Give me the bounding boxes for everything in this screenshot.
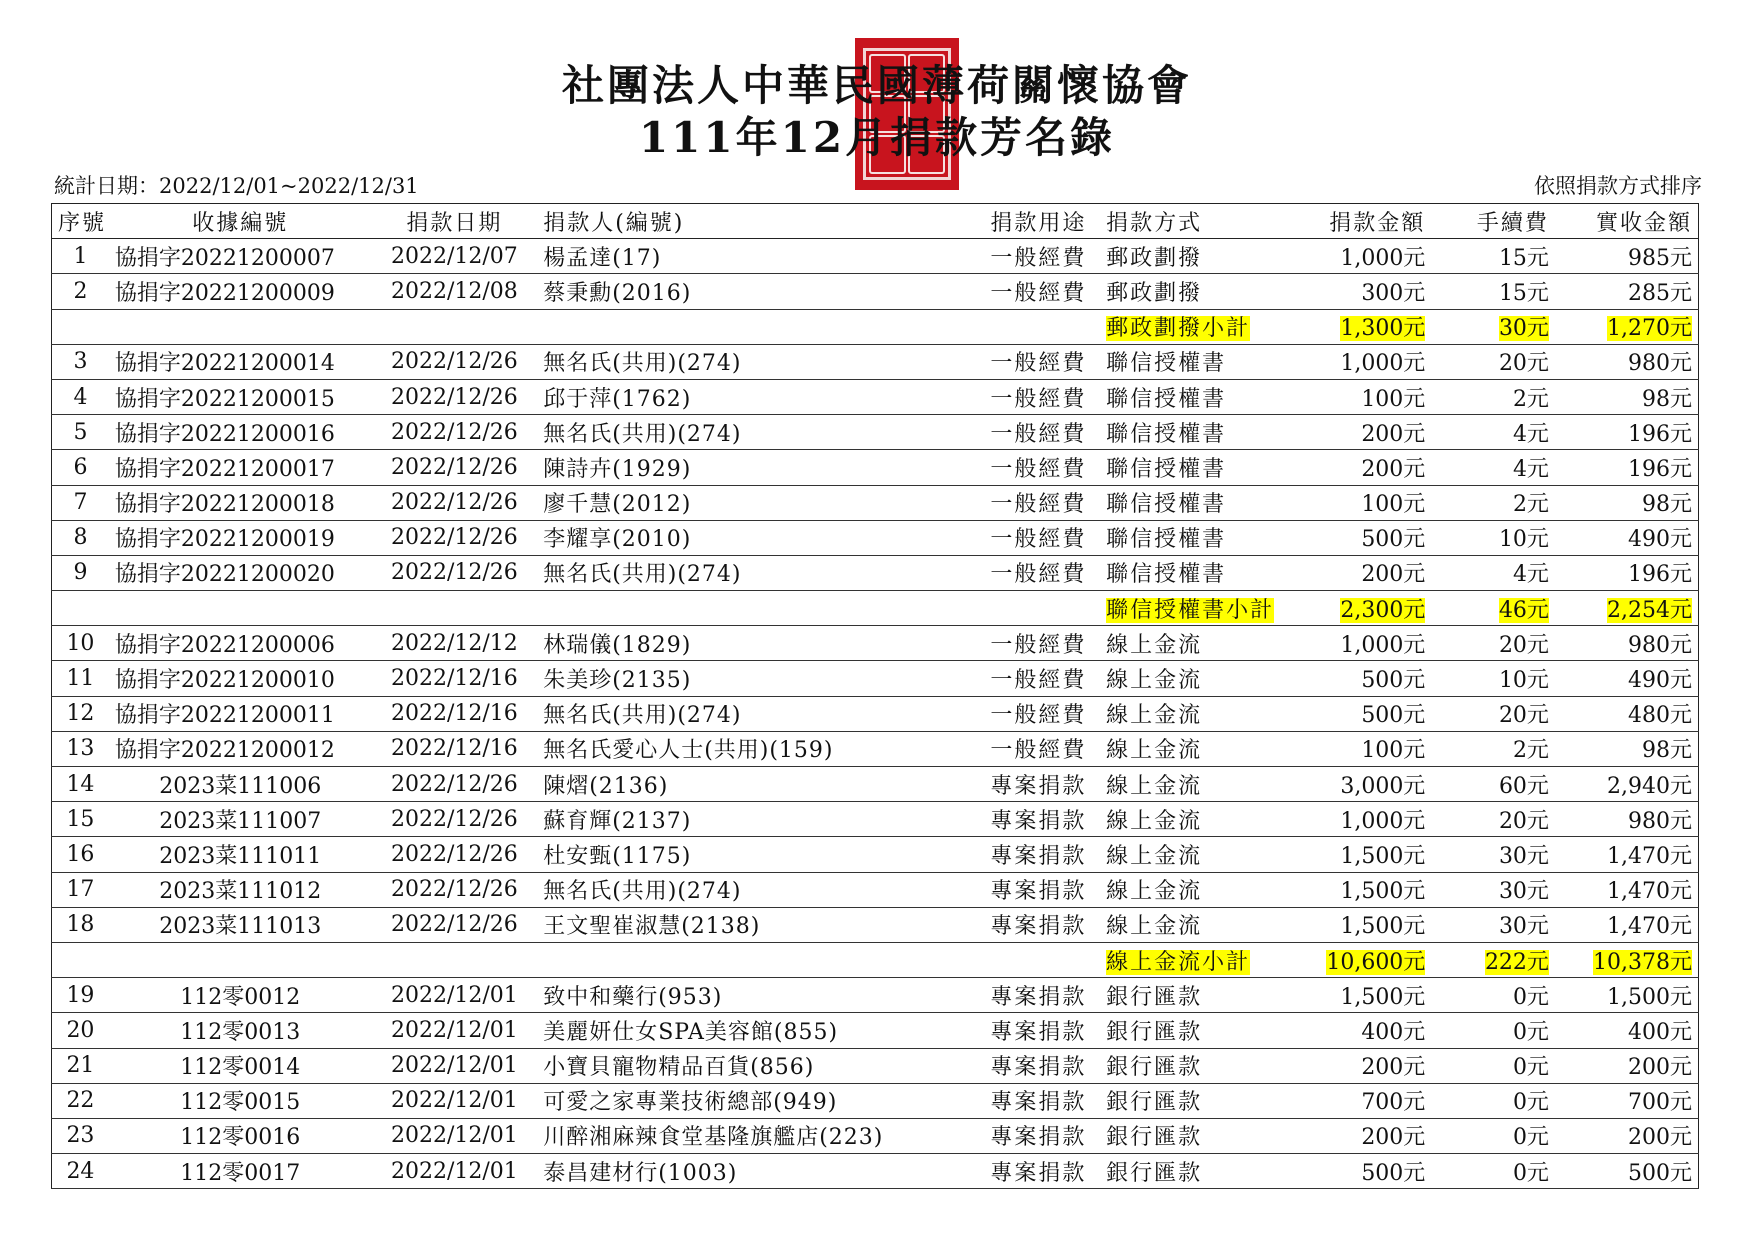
receipt-number: 協捐字20221200016	[109, 415, 372, 450]
handling-fee: 4元	[1431, 415, 1555, 450]
donation-date: 2022/12/08	[372, 274, 538, 309]
donor-name: 美麗妍仕女SPA美容館(855)	[537, 1013, 976, 1048]
table-row	[52, 555, 1699, 590]
donation-date: 2022/12/01	[372, 1154, 538, 1189]
subtotal-net-text: 2,254元	[1607, 597, 1692, 623]
donation-date: 2022/12/26	[372, 379, 538, 414]
donation-usage: 一般經費	[977, 485, 1101, 520]
net-amount: 980元	[1555, 802, 1699, 837]
row-number: 18	[52, 907, 109, 942]
net-amount: 980元	[1555, 344, 1699, 379]
donation-usage: 專案捐款	[977, 1118, 1101, 1153]
table-row	[52, 802, 1699, 837]
handling-fee: 0元	[1431, 1048, 1555, 1083]
subtotal-amount-text: 2,300元	[1340, 597, 1426, 623]
column-header: 捐款方式	[1100, 204, 1303, 239]
net-amount: 1,470元	[1555, 837, 1699, 872]
donation-amount: 1,500元	[1303, 837, 1431, 872]
donation-usage: 專案捐款	[977, 767, 1101, 802]
donor-name: 無名氏(共用)(274)	[537, 696, 976, 731]
donation-usage: 專案捐款	[977, 872, 1101, 907]
column-header: 手續費	[1431, 204, 1555, 239]
table-row	[52, 626, 1699, 661]
payment-method: 線上金流	[1100, 802, 1303, 837]
receipt-number: 2023菜111006	[109, 767, 372, 802]
donation-usage: 專案捐款	[977, 1154, 1101, 1189]
net-amount: 200元	[1555, 1048, 1699, 1083]
statistics-period: 統計日期：2022/12/01~2022/12/31	[54, 174, 419, 198]
table-row	[52, 767, 1699, 802]
receipt-number: 112零0012	[109, 978, 372, 1013]
donation-amount: 200元	[1303, 1118, 1431, 1153]
donor-name: 無名氏(共用)(274)	[537, 344, 976, 379]
subtotal-net	[1555, 942, 1699, 977]
donor-name: 李耀享(2010)	[537, 520, 976, 555]
donation-usage: 一般經費	[977, 239, 1101, 274]
donor-name: 無名氏(共用)(274)	[537, 555, 976, 590]
donation-amount: 1,000元	[1303, 802, 1431, 837]
handling-fee: 0元	[1431, 1013, 1555, 1048]
row-number: 11	[52, 661, 109, 696]
donation-date: 2022/12/26	[372, 767, 538, 802]
donation-usage: 一般經費	[977, 661, 1101, 696]
handling-fee: 0元	[1431, 978, 1555, 1013]
donation-date: 2022/12/26	[372, 344, 538, 379]
donation-usage: 專案捐款	[977, 1048, 1101, 1083]
payment-method: 線上金流	[1100, 696, 1303, 731]
donation-usage: 一般經費	[977, 379, 1101, 414]
payment-method: 聯信授權書	[1100, 485, 1303, 520]
handling-fee: 2元	[1431, 485, 1555, 520]
payment-method: 銀行匯款	[1100, 1154, 1303, 1189]
donation-amount: 1,500元	[1303, 978, 1431, 1013]
payment-method: 線上金流	[1100, 872, 1303, 907]
donor-name: 無名氏愛心人士(共用)(159)	[537, 731, 976, 766]
subtotal-fee-text: 222元	[1484, 949, 1549, 975]
table-row	[52, 1154, 1699, 1189]
donation-date: 2022/12/26	[372, 485, 538, 520]
net-amount: 200元	[1555, 1118, 1699, 1153]
donation-usage: 一般經費	[977, 415, 1101, 450]
subtotal-fee	[1431, 591, 1555, 626]
receipt-number: 協捐字20221200007	[109, 239, 372, 274]
receipt-number: 2023菜111007	[109, 802, 372, 837]
row-number: 16	[52, 837, 109, 872]
column-header: 序號	[52, 204, 109, 239]
donation-amount: 200元	[1303, 1048, 1431, 1083]
table-row	[52, 485, 1699, 520]
table-row	[52, 1118, 1699, 1153]
donor-name: 泰昌建材行(1003)	[537, 1154, 976, 1189]
payment-method: 線上金流	[1100, 626, 1303, 661]
subtotal-net-text: 1,270元	[1607, 316, 1692, 342]
receipt-number: 協捐字20221200011	[109, 696, 372, 731]
column-header: 捐款金額	[1303, 204, 1431, 239]
column-header: 捐款日期	[372, 204, 538, 239]
donation-date: 2022/12/26	[372, 555, 538, 590]
donation-date: 2022/12/26	[372, 802, 538, 837]
receipt-number: 112零0014	[109, 1048, 372, 1083]
row-number: 5	[52, 415, 109, 450]
receipt-number: 2023菜111013	[109, 907, 372, 942]
row-number: 4	[52, 379, 109, 414]
receipt-number: 協捐字20221200017	[109, 450, 372, 485]
donation-table	[51, 203, 1699, 1189]
organization-title: 社團法人中華民國薄荷關懷協會	[561, 61, 1192, 110]
donation-date: 2022/12/01	[372, 1083, 538, 1118]
table-row	[52, 978, 1699, 1013]
payment-method: 聯信授權書	[1100, 415, 1303, 450]
donation-amount: 500元	[1303, 696, 1431, 731]
donation-date: 2022/12/26	[372, 907, 538, 942]
payment-method: 線上金流	[1100, 907, 1303, 942]
subtotal-amount	[1303, 309, 1431, 344]
donor-name: 陳詩卉(1929)	[537, 450, 976, 485]
subtotal-spacer	[52, 309, 1101, 344]
payment-method: 線上金流	[1100, 661, 1303, 696]
handling-fee: 0元	[1431, 1083, 1555, 1118]
receipt-number: 112零0015	[109, 1083, 372, 1118]
row-number: 14	[52, 767, 109, 802]
subtotal-label-text: 聯信授權書小計	[1106, 597, 1275, 623]
row-number: 10	[52, 626, 109, 661]
row-number: 1	[52, 239, 109, 274]
net-amount: 1,500元	[1555, 978, 1699, 1013]
donation-amount: 100元	[1303, 485, 1431, 520]
donor-name: 林瑞儀(1829)	[537, 626, 976, 661]
donation-date: 2022/12/26	[372, 450, 538, 485]
donor-name: 小寶貝寵物精品百貨(856)	[537, 1048, 976, 1083]
row-number: 3	[52, 344, 109, 379]
donation-amount: 1,000元	[1303, 239, 1431, 274]
payment-method: 銀行匯款	[1100, 1118, 1303, 1153]
table-row	[52, 1013, 1699, 1048]
donation-amount: 1,500元	[1303, 872, 1431, 907]
donor-name: 廖千慧(2012)	[537, 485, 976, 520]
report-title: 111年12月捐款芳名錄	[638, 113, 1116, 162]
donation-amount: 200元	[1303, 450, 1431, 485]
receipt-number: 協捐字20221200015	[109, 379, 372, 414]
subtotal-label-text: 郵政劃撥小計	[1106, 316, 1251, 342]
table-body	[52, 239, 1699, 1189]
handling-fee: 30元	[1431, 837, 1555, 872]
donor-name: 蔡秉勳(2016)	[537, 274, 976, 309]
donation-amount: 500元	[1303, 1154, 1431, 1189]
receipt-number: 112零0017	[109, 1154, 372, 1189]
subtotal-fee	[1431, 942, 1555, 977]
receipt-number: 協捐字20221200012	[109, 731, 372, 766]
table-row	[52, 520, 1699, 555]
donor-name: 杜安甄(1175)	[537, 837, 976, 872]
donation-usage: 專案捐款	[977, 1013, 1101, 1048]
receipt-number: 協捐字20221200006	[109, 626, 372, 661]
donation-date: 2022/12/26	[372, 415, 538, 450]
receipt-number: 協捐字20221200014	[109, 344, 372, 379]
subtotal-fee-text: 30元	[1498, 316, 1549, 342]
sort-note: 依照捐款方式排序	[1534, 174, 1702, 198]
net-amount: 98元	[1555, 379, 1699, 414]
net-amount: 2,940元	[1555, 767, 1699, 802]
payment-method: 銀行匯款	[1100, 978, 1303, 1013]
donation-date: 2022/12/01	[372, 1118, 538, 1153]
payment-method: 線上金流	[1100, 731, 1303, 766]
donation-amount: 3,000元	[1303, 767, 1431, 802]
net-amount: 490元	[1555, 661, 1699, 696]
table-row	[52, 344, 1699, 379]
donation-amount: 400元	[1303, 1013, 1431, 1048]
handling-fee: 15元	[1431, 239, 1555, 274]
donation-date: 2022/12/12	[372, 626, 538, 661]
payment-method: 郵政劃撥	[1100, 239, 1303, 274]
table-row	[52, 379, 1699, 414]
net-amount: 196元	[1555, 415, 1699, 450]
subtotal-amount	[1303, 591, 1431, 626]
donor-name: 王文聖崔淑慧(2138)	[537, 907, 976, 942]
donation-usage: 專案捐款	[977, 1083, 1101, 1118]
donation-amount: 100元	[1303, 731, 1431, 766]
row-number: 8	[52, 520, 109, 555]
net-amount: 196元	[1555, 450, 1699, 485]
donation-date: 2022/12/16	[372, 731, 538, 766]
net-amount: 196元	[1555, 555, 1699, 590]
donation-date: 2022/12/16	[372, 661, 538, 696]
table-row	[52, 450, 1699, 485]
donation-date: 2022/12/16	[372, 696, 538, 731]
donation-amount: 200元	[1303, 555, 1431, 590]
donation-date: 2022/12/26	[372, 520, 538, 555]
table-header-row	[52, 204, 1699, 239]
subtotal-net-text: 10,378元	[1593, 949, 1692, 975]
donor-name: 蘇育輝(2137)	[537, 802, 976, 837]
donation-date: 2022/12/07	[372, 239, 538, 274]
receipt-number: 協捐字20221200018	[109, 485, 372, 520]
subtotal-spacer	[52, 591, 1101, 626]
table-row	[52, 661, 1699, 696]
receipt-number: 2023菜111011	[109, 837, 372, 872]
row-number: 12	[52, 696, 109, 731]
donation-usage: 一般經費	[977, 450, 1101, 485]
handling-fee: 30元	[1431, 872, 1555, 907]
row-number: 6	[52, 450, 109, 485]
donation-usage: 一般經費	[977, 731, 1101, 766]
net-amount: 98元	[1555, 731, 1699, 766]
handling-fee: 10元	[1431, 661, 1555, 696]
subtotal-amount	[1303, 942, 1431, 977]
handling-fee: 20元	[1431, 802, 1555, 837]
subtotal-label	[1100, 591, 1303, 626]
table-row	[52, 731, 1699, 766]
row-number: 21	[52, 1048, 109, 1083]
donation-date: 2022/12/01	[372, 1048, 538, 1083]
payment-method: 銀行匯款	[1100, 1083, 1303, 1118]
handling-fee: 20元	[1431, 696, 1555, 731]
receipt-number: 協捐字20221200010	[109, 661, 372, 696]
subtotal-row	[52, 942, 1699, 977]
handling-fee: 4元	[1431, 555, 1555, 590]
table-row	[52, 1083, 1699, 1118]
handling-fee: 60元	[1431, 767, 1555, 802]
handling-fee: 20元	[1431, 626, 1555, 661]
payment-method: 聯信授權書	[1100, 344, 1303, 379]
receipt-number: 協捐字20221200020	[109, 555, 372, 590]
column-header: 收據編號	[109, 204, 372, 239]
subtotal-net	[1555, 591, 1699, 626]
donor-name: 楊孟達(17)	[537, 239, 976, 274]
donation-usage: 專案捐款	[977, 907, 1101, 942]
donation-usage: 一般經費	[977, 344, 1101, 379]
receipt-number: 112零0016	[109, 1118, 372, 1153]
handling-fee: 20元	[1431, 344, 1555, 379]
subtotal-label	[1100, 942, 1303, 977]
row-number: 24	[52, 1154, 109, 1189]
donation-amount: 700元	[1303, 1083, 1431, 1118]
subtotal-spacer	[52, 942, 1101, 977]
subtotal-fee-text: 46元	[1498, 597, 1549, 623]
table-row	[52, 239, 1699, 274]
table-row	[52, 1048, 1699, 1083]
donor-name: 朱美珍(2135)	[537, 661, 976, 696]
donation-usage: 專案捐款	[977, 978, 1101, 1013]
title-block	[0, 60, 1754, 164]
payment-method: 聯信授權書	[1100, 555, 1303, 590]
donation-amount: 500元	[1303, 661, 1431, 696]
net-amount: 1,470元	[1555, 872, 1699, 907]
donor-name: 無名氏(共用)(274)	[537, 415, 976, 450]
column-header: 實收金額	[1555, 204, 1699, 239]
row-number: 15	[52, 802, 109, 837]
row-number: 20	[52, 1013, 109, 1048]
payment-method: 銀行匯款	[1100, 1048, 1303, 1083]
receipt-number: 112零0013	[109, 1013, 372, 1048]
subtotal-row	[52, 591, 1699, 626]
donation-usage: 一般經費	[977, 520, 1101, 555]
row-number: 2	[52, 274, 109, 309]
donation-date: 2022/12/26	[372, 837, 538, 872]
row-number: 22	[52, 1083, 109, 1118]
net-amount: 1,470元	[1555, 907, 1699, 942]
receipt-number: 協捐字20221200009	[109, 274, 372, 309]
column-header: 捐款人(編號)	[537, 204, 976, 239]
donation-amount: 100元	[1303, 379, 1431, 414]
handling-fee: 2元	[1431, 379, 1555, 414]
handling-fee: 15元	[1431, 274, 1555, 309]
net-amount: 985元	[1555, 239, 1699, 274]
donor-name: 陳熠(2136)	[537, 767, 976, 802]
donation-amount: 1,000元	[1303, 344, 1431, 379]
receipt-number: 2023菜111012	[109, 872, 372, 907]
payment-method: 線上金流	[1100, 837, 1303, 872]
donation-usage: 一般經費	[977, 274, 1101, 309]
donation-amount: 200元	[1303, 415, 1431, 450]
row-number: 7	[52, 485, 109, 520]
net-amount: 700元	[1555, 1083, 1699, 1118]
handling-fee: 30元	[1431, 907, 1555, 942]
subtotal-amount-text: 10,600元	[1326, 949, 1426, 975]
net-amount: 490元	[1555, 520, 1699, 555]
row-number: 17	[52, 872, 109, 907]
donor-name: 川醉湘麻辣食堂基隆旗艦店(223)	[537, 1118, 976, 1153]
donor-name: 無名氏(共用)(274)	[537, 872, 976, 907]
payment-method: 線上金流	[1100, 767, 1303, 802]
donation-usage: 一般經費	[977, 626, 1101, 661]
donation-amount: 300元	[1303, 274, 1431, 309]
donation-amount: 1,500元	[1303, 907, 1431, 942]
donation-usage: 專案捐款	[977, 837, 1101, 872]
table-row	[52, 274, 1699, 309]
row-number: 9	[52, 555, 109, 590]
donation-date: 2022/12/01	[372, 1013, 538, 1048]
net-amount: 98元	[1555, 485, 1699, 520]
donor-name: 邱于萍(1762)	[537, 379, 976, 414]
handling-fee: 0元	[1431, 1154, 1555, 1189]
donation-amount: 1,000元	[1303, 626, 1431, 661]
payment-method: 聯信授權書	[1100, 450, 1303, 485]
donor-name: 致中和藥行(953)	[537, 978, 976, 1013]
net-amount: 500元	[1555, 1154, 1699, 1189]
donation-usage: 一般經費	[977, 555, 1101, 590]
column-header: 捐款用途	[977, 204, 1101, 239]
donation-amount: 500元	[1303, 520, 1431, 555]
subtotal-row	[52, 309, 1699, 344]
table-row	[52, 696, 1699, 731]
handling-fee: 10元	[1431, 520, 1555, 555]
receipt-number: 協捐字20221200019	[109, 520, 372, 555]
table-row	[52, 872, 1699, 907]
table-row	[52, 907, 1699, 942]
net-amount: 980元	[1555, 626, 1699, 661]
net-amount: 480元	[1555, 696, 1699, 731]
net-amount: 400元	[1555, 1013, 1699, 1048]
payment-method: 郵政劃撥	[1100, 274, 1303, 309]
donation-usage: 專案捐款	[977, 802, 1101, 837]
donation-date: 2022/12/26	[372, 872, 538, 907]
subtotal-label	[1100, 309, 1303, 344]
donor-name: 可愛之家專業技術總部(949)	[537, 1083, 976, 1118]
row-number: 13	[52, 731, 109, 766]
handling-fee: 2元	[1431, 731, 1555, 766]
table-row	[52, 415, 1699, 450]
row-number: 23	[52, 1118, 109, 1153]
payment-method: 聯信授權書	[1100, 379, 1303, 414]
net-amount: 285元	[1555, 274, 1699, 309]
table-row	[52, 837, 1699, 872]
handling-fee: 0元	[1431, 1118, 1555, 1153]
payment-method: 聯信授權書	[1100, 520, 1303, 555]
handling-fee: 4元	[1431, 450, 1555, 485]
row-number: 19	[52, 978, 109, 1013]
subtotal-amount-text: 1,300元	[1340, 316, 1426, 342]
subtotal-net	[1555, 309, 1699, 344]
donation-usage: 一般經費	[977, 696, 1101, 731]
donation-date: 2022/12/01	[372, 978, 538, 1013]
subtotal-fee	[1431, 309, 1555, 344]
payment-method: 銀行匯款	[1100, 1013, 1303, 1048]
subtotal-label-text: 線上金流小計	[1106, 949, 1251, 975]
